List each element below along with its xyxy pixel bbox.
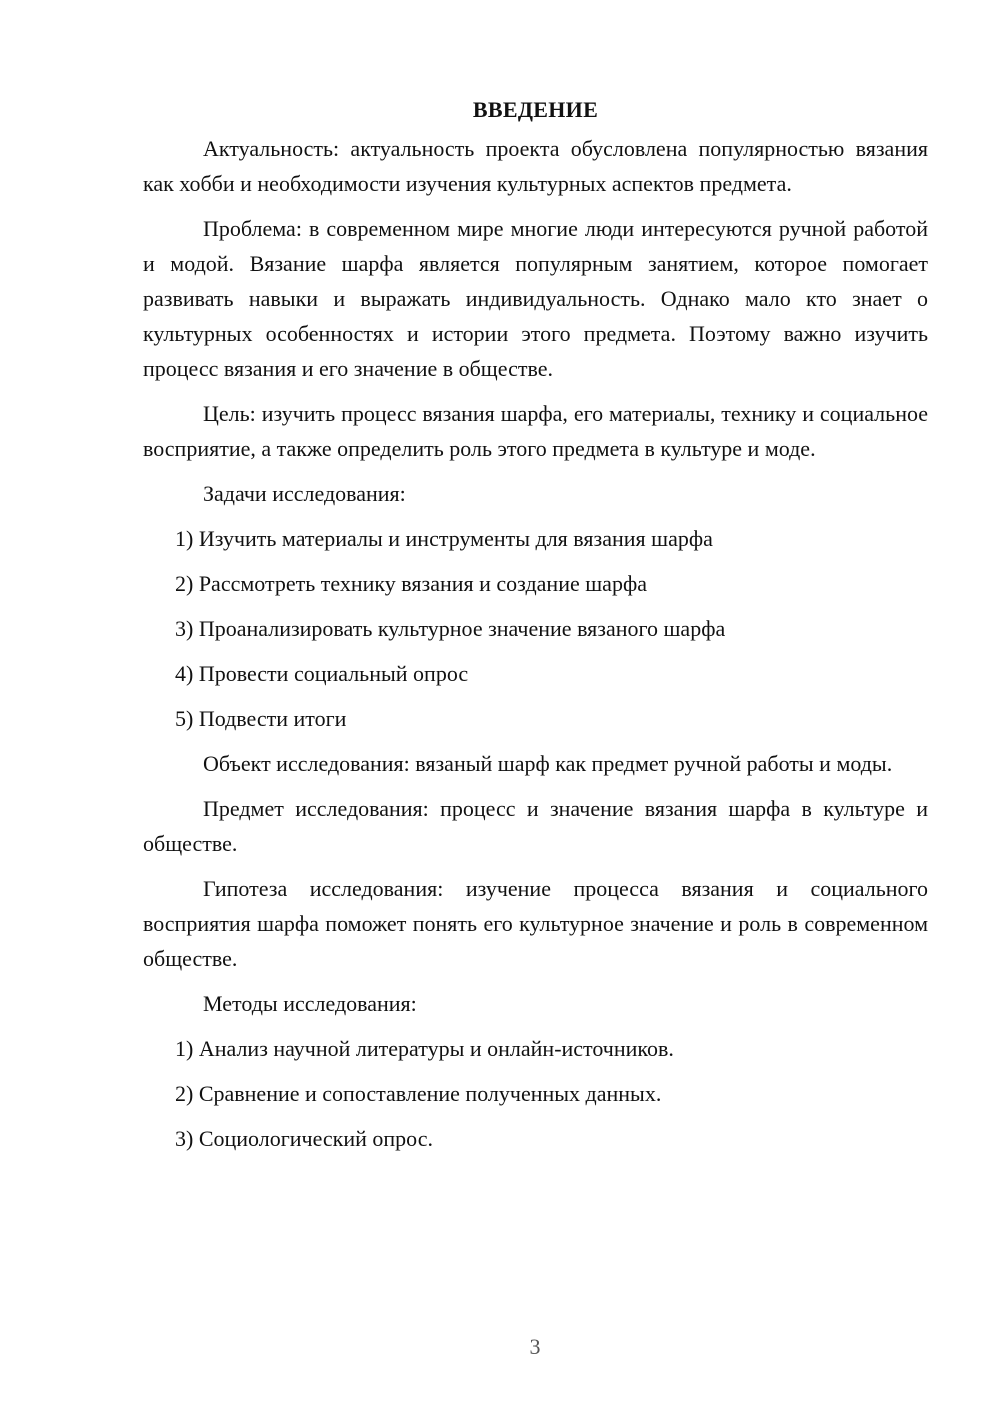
methods-heading: Методы исследования: (203, 991, 417, 1016)
subject-paragraph: Предмет исследования: процесс и значение вязания шарфа в культуре и обществе. (143, 796, 928, 856)
object-paragraph: Объект исследования: вязаный шарф как предмет ручной работы и моды. (203, 751, 893, 776)
methods-list (143, 1031, 928, 1156)
document-page (143, 95, 928, 1166)
relevance-paragraph: Актуальность: актуальность проекта обусловлена популярностью вязания как хобби и необходимости изучения культурных аспектов предмета. (143, 136, 928, 196)
section-title: ВВЕДЕНИЕ (472, 97, 599, 122)
goal-paragraph: Цель: изучить процесс вязания шарфа, его материалы, технику и социальное восприятие, а также определить роль этого предмета в культуре и моде. (143, 401, 928, 461)
tasks-list (143, 521, 928, 736)
task-item: 2) Рассмотреть технику вязания и создание шарфа (175, 571, 647, 596)
page-number: 3 (529, 1334, 541, 1359)
task-item: 5) Подвести итоги (175, 706, 347, 731)
problem-paragraph: Проблема: в современном мире многие люди интересуются ручной работой и модой. Вязание шарфа является популярным занятием, которое помогает развивать навыки и выражать индивидуальность. Однако мало кто знает о культурных особенностях и истории этого предмета. Поэтому важно изучить процесс вязания и его значение в обществе. (143, 216, 928, 381)
method-item: 1) Анализ научной литературы и онлайн-источников. (175, 1036, 674, 1061)
method-item: 2) Сравнение и сопоставление полученных данных. (175, 1081, 662, 1106)
task-item: 4) Провести социальный опрос (175, 661, 469, 686)
method-item: 3) Социологический опрос. (175, 1126, 433, 1151)
tasks-heading: Задачи исследования: (203, 481, 406, 506)
hypothesis-paragraph: Гипотеза исследования: изучение процесса вязания и социального восприятия шарфа поможет понять его культурное значение и роль в современном обществе. (143, 876, 928, 971)
task-item: 1) Изучить материалы и инструменты для вязания шарфа (175, 526, 713, 551)
task-item: 3) Проанализировать культурное значение вязаного шарфа (175, 616, 726, 641)
